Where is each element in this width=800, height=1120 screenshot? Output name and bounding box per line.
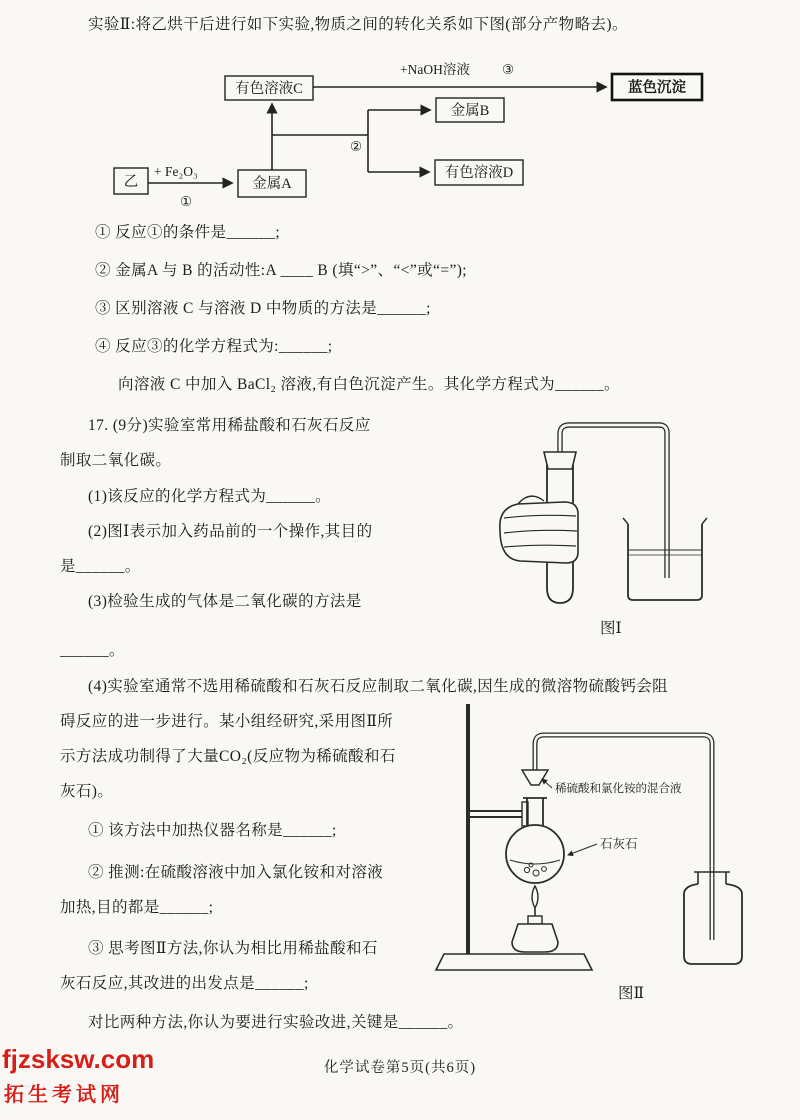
limestone-leader-line bbox=[568, 844, 597, 855]
q17-final: 对比两种方法,你认为要进行实验改进,关键是______。 bbox=[88, 1014, 464, 1031]
svg-text:金属B: 金属B bbox=[450, 103, 490, 119]
q17-sub1: ① 该方法中加热仪器名称是______; bbox=[88, 822, 337, 839]
stand-base bbox=[436, 954, 592, 970]
box-solution-d bbox=[435, 160, 523, 185]
label-limestone: 石灰石 bbox=[600, 837, 638, 851]
q17-sub3a: ③ 思考图Ⅱ方法,你认为相比用稀盐酸和石 bbox=[88, 940, 378, 957]
figure2-apparatus bbox=[432, 688, 777, 983]
figure1-caption: 图Ⅰ bbox=[600, 620, 622, 637]
mixture-leader-line bbox=[542, 779, 552, 788]
clamp bbox=[470, 802, 528, 826]
svg-text:蓝色沉淀: 蓝色沉淀 bbox=[628, 80, 686, 96]
q16-sub2: ② 金属A 与 B 的活动性:A ____ B (填“>”、“<”或“=”); bbox=[95, 262, 468, 279]
watermark-name: 拓生考试网 bbox=[4, 1084, 124, 1106]
flame bbox=[532, 886, 538, 908]
svg-text:有色溶液D: 有色溶液D bbox=[444, 165, 514, 181]
watermark-site: fjzsksw.com bbox=[2, 1044, 155, 1074]
q17-part4d: 灰石)。 bbox=[60, 783, 114, 800]
label-naoh: +NaOH溶液 bbox=[400, 62, 470, 77]
box-metal-a bbox=[238, 170, 306, 197]
q17-sub2a: ② 推测:在硫酸溶液中加入氯化铵和对溶液 bbox=[88, 864, 384, 881]
q17-part3a: (3)检验生成的气体是二氧化碳的方法是 bbox=[88, 593, 362, 610]
q16-bacl2-line: 向溶液 C 中加入 BaCl₂ 溶液,有白色沉淀产生。其化学方程式为______。 bbox=[118, 376, 620, 393]
conversion-flowchart bbox=[50, 50, 770, 218]
q16-sub4: ④ 反应③的化学方程式为:______; bbox=[95, 338, 333, 355]
q17-part4c: 示方法成功制得了大量CO₂(反应物为稀硫酸和石 bbox=[60, 748, 396, 765]
label-mixture: 稀硫酸和氯化铵的混合液 bbox=[555, 783, 682, 795]
svg-text:金属A: 金属A bbox=[252, 176, 292, 192]
q16-sub1: ① 反应①的条件是______; bbox=[95, 224, 281, 241]
page-footer: 化学试卷第5页(共6页) bbox=[323, 1060, 477, 1076]
figure2-caption: 图Ⅱ bbox=[618, 985, 645, 1002]
q17-part4a: (4)实验室通常不选用稀硫酸和石灰石反应制取二氧化碳,因生成的微溶物硫酸钙会阻 bbox=[88, 678, 669, 695]
q17-part2a: (2)图Ⅰ表示加入药品前的一个操作,其目的 bbox=[88, 523, 373, 540]
svg-text:乙: 乙 bbox=[123, 174, 139, 190]
hand-holding-tube bbox=[500, 496, 578, 563]
q17-sub3b: 灰石反应,其改进的出发点是______; bbox=[60, 975, 309, 992]
q17-sub2b: 加热,目的都是______; bbox=[60, 899, 214, 916]
q17-part1: (1)该反应的化学方程式为______。 bbox=[88, 488, 332, 505]
figure1-apparatus bbox=[478, 412, 733, 612]
box-metal-b bbox=[436, 98, 504, 122]
svg-text:有色溶液C: 有色溶液C bbox=[235, 81, 303, 97]
q17-part3b: ______。 bbox=[60, 642, 125, 659]
q16-sub3: ③ 区别溶液 C 与溶液 D 中物质的方法是______; bbox=[95, 300, 431, 317]
thistle-funnel bbox=[522, 770, 548, 785]
q17-line2: 制取二氧化碳。 bbox=[60, 452, 172, 469]
q17-title: 17. (9分)实验室常用稀盐酸和石灰石反应 bbox=[88, 417, 371, 434]
box-yi bbox=[114, 168, 148, 194]
q17-part4b: 碍反应的进一步进行。某小组经研究,采用图Ⅱ所 bbox=[60, 713, 394, 730]
label-step1: ① bbox=[180, 194, 193, 209]
label-fe2o3: + Fe₂O₃ bbox=[154, 164, 198, 179]
rubber-stopper bbox=[544, 452, 576, 469]
box-blue-precipitate bbox=[612, 74, 702, 100]
label-step2: ② bbox=[350, 139, 363, 154]
experiment2-intro: 实验Ⅱ:将乙烘干后进行如下实验,物质之间的转化关系如下图(部分产物略去)。 bbox=[88, 16, 628, 33]
alcohol-lamp bbox=[512, 886, 558, 952]
q17-part2b: 是______。 bbox=[60, 558, 141, 575]
box-solution-c bbox=[225, 76, 313, 100]
label-step3: ③ bbox=[502, 62, 515, 77]
